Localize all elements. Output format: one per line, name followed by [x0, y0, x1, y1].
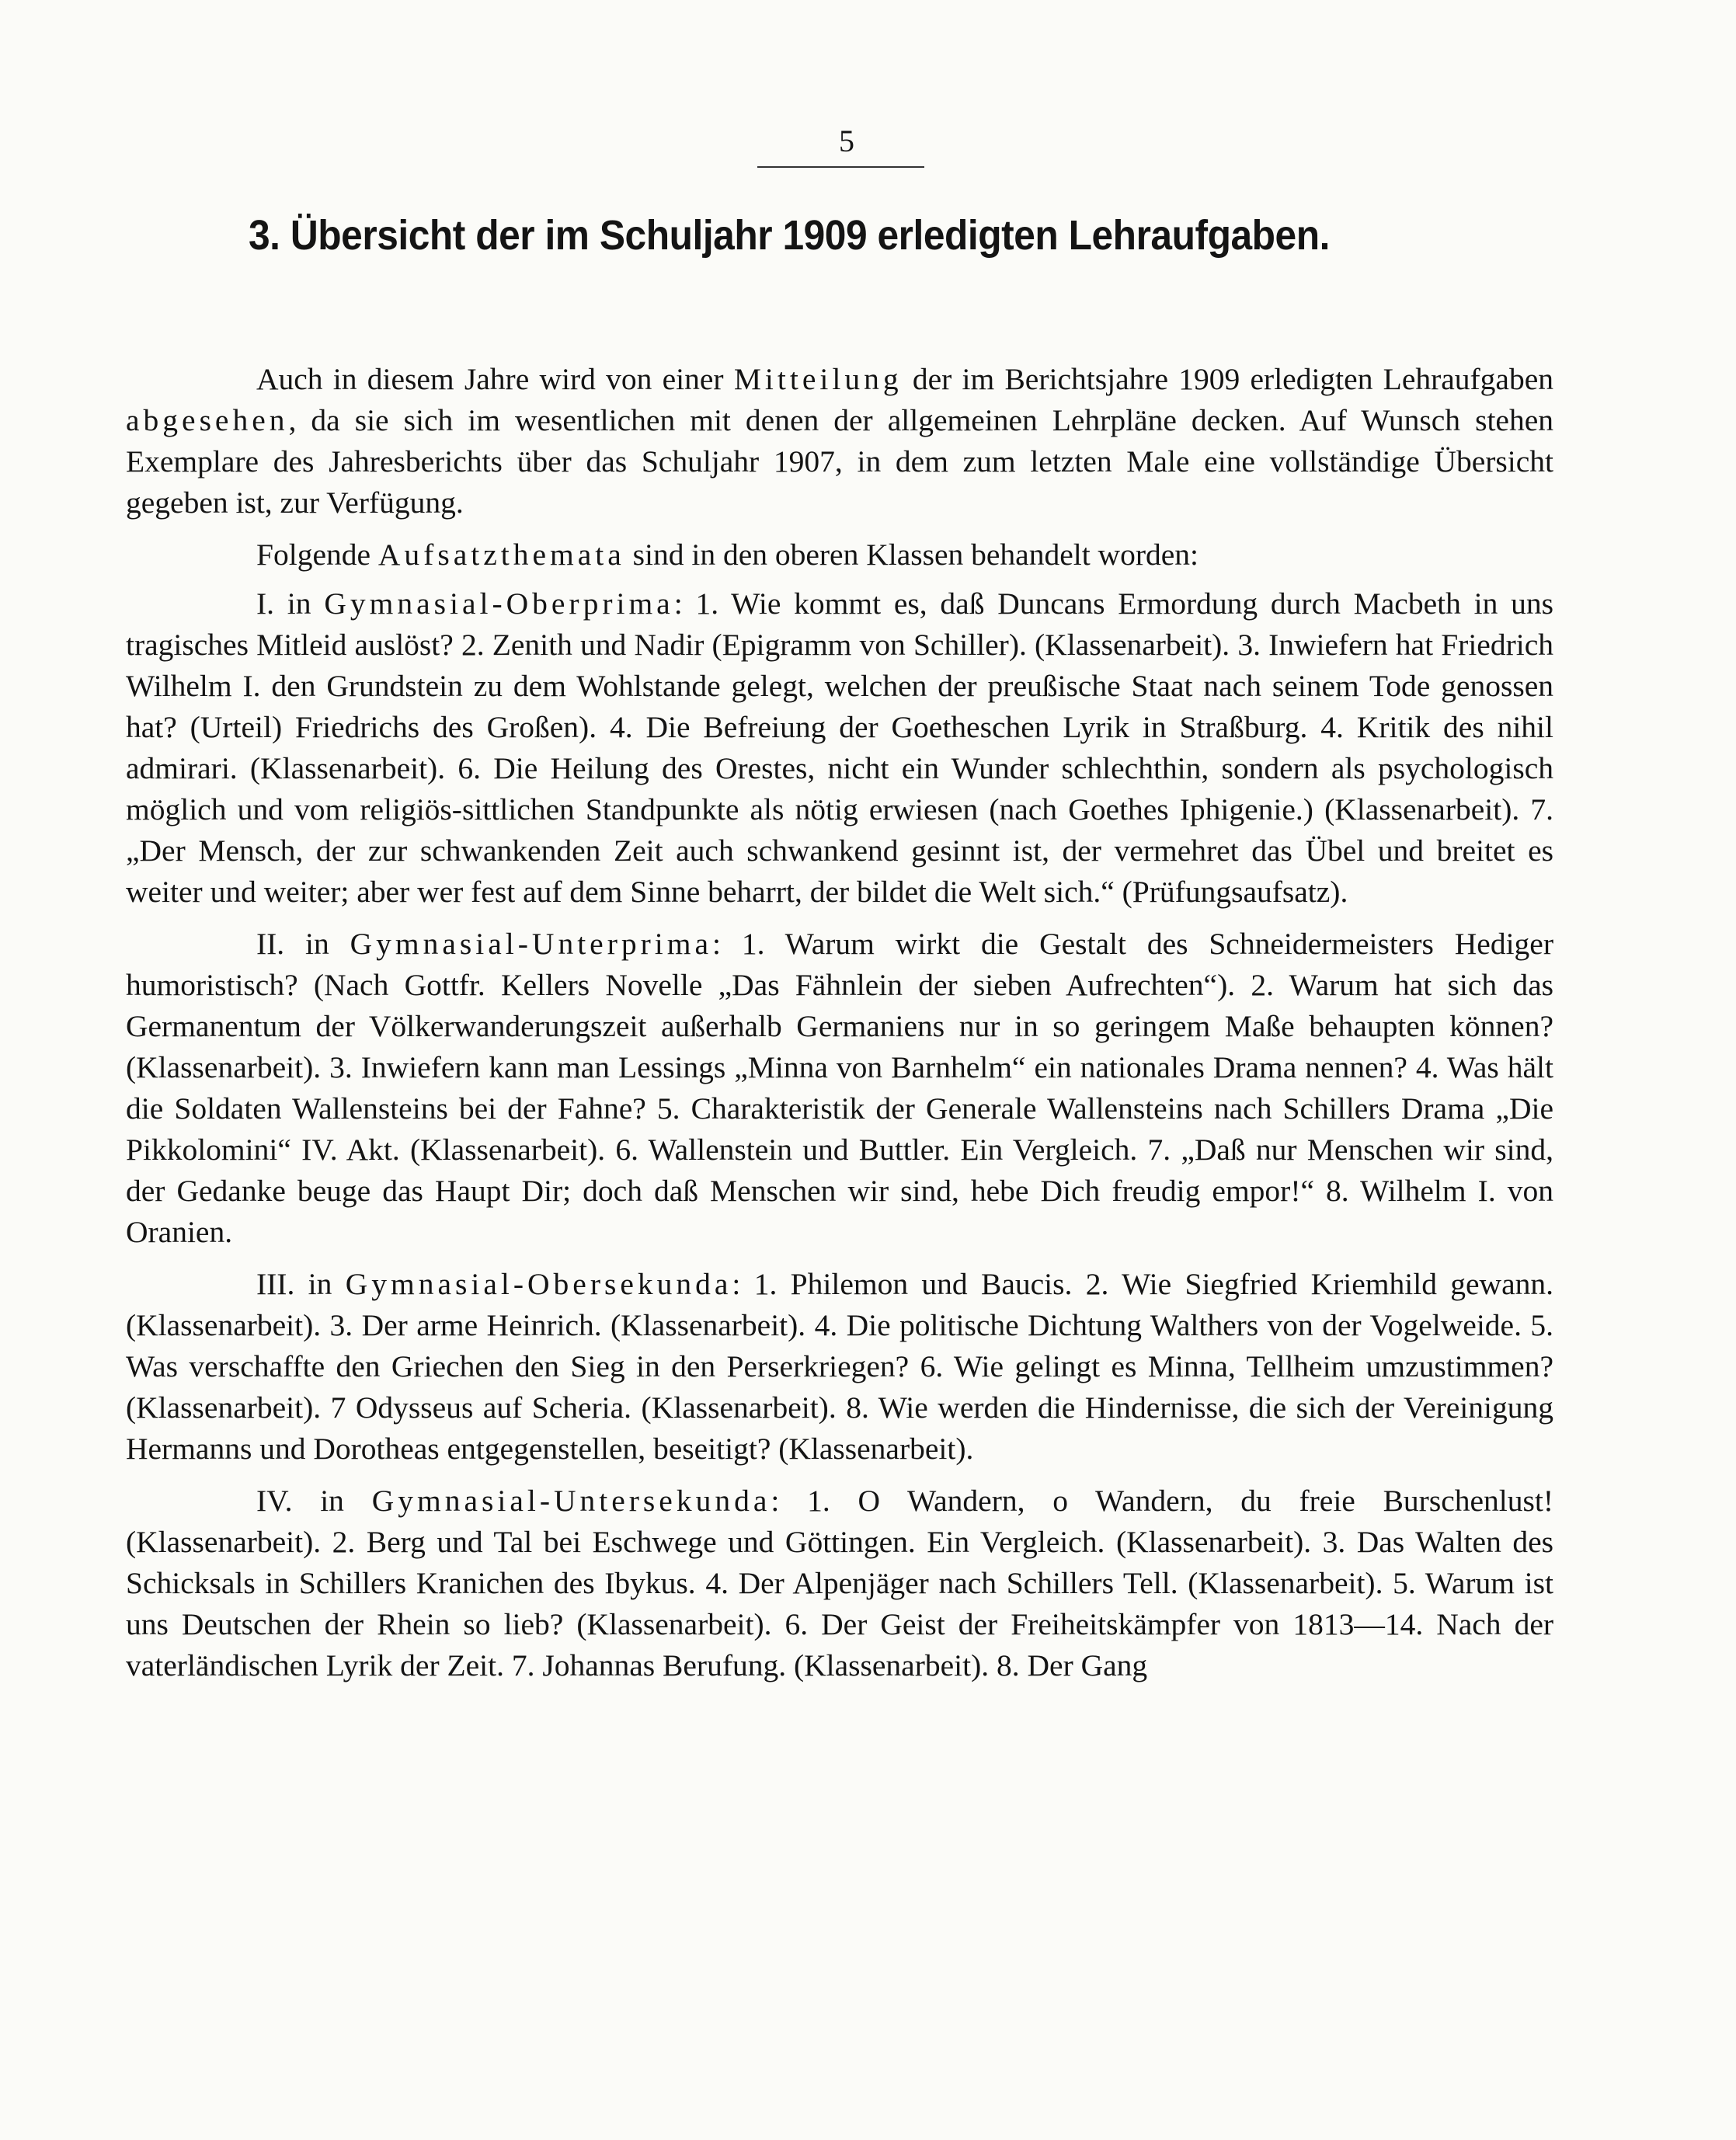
section-untersekunda [126, 1481, 1553, 1686]
intro-text: Folgende [256, 538, 378, 572]
section-text: : 1. Wie kommt es, daß Duncans Ermordung durch Macbeth in uns tragisches Mitleid auslöst? 2. Zenith und Nadir (Epigramm von Schiller). (Klassenarbeit). 3. Inwiefern hat Friedrich Wilhelm I. den Grundstein zu dem Wohlstande gelegt, welchen der preußische Staat nach seinem Tode genossen hat? (Urteil) Friedrichs des Großen). 4. Die Befreiung der Goetheschen Lyrik in Straßburg. 4. Kritik des nihil admirari. (Klassenarbeit). 6. Die Heilung des Orestes, nicht ein Wunder schlechthin, sondern als psychologisch möglich und vom religiös-sittlichen Standpunkte als nötig erwiesen (nach Goethes Iphigenie.) (Klassenarbeit). 7. „Der Mensch, der zur schwankenden Zeit auch schwankend gesinnt ist, der vermehret das Übel und breitet es weiter und weiter; aber wer fest auf dem Sinne beharrt, der bildet die Welt sich.“ (Prüfungsaufsatz). [126, 586, 1553, 909]
themes-intro-paragraph [126, 534, 1553, 576]
section-label: II. in [256, 927, 350, 961]
class-name: Gymnasial-Obersekunda [345, 1267, 732, 1301]
intro-text: der im Berichtsjahre 1909 erledigten Lehraufgaben [902, 362, 1553, 396]
section-heading: 3. Übersicht der im Schuljahr 1909 erledigten Lehraufgaben. [249, 212, 1330, 259]
intro-text: Auch in diesem Jahre wird von einer [256, 362, 734, 396]
section-text: : 1. Warum wirkt die Gestalt des Schneidermeisters Hediger humoristisch? (Nach Gottfr. Kellers Novelle „Das Fähnlein der sieben Aufrechten“). 2. Warum hat sich das Germanentum der Völkerwanderungszeit außerhalb Germaniens nur in so geringem Maße behaupten können? (Klassenarbeit). 3. Inwiefern kann man Lessings „Minna von Barnhelm“ ein nationales Drama nennen? 4. Was hält die Soldaten Wallensteins bei der Fahne? 5. Charakteristik der Generale Wallensteins nach Schillers Drama „Die Pikkolomini“ IV. Akt. (Klassenarbeit). 6. Wallenstein und Buttler. Ein Vergleich. 7. „Daß nur Menschen wir sind, der Gedanke beuge das Haupt Dir; doch daß Menschen wir sind, hebe Dich freudig empor!“ 8. Wilhelm I. von Oranien. [126, 927, 1553, 1249]
emphasis-abgesehen: abgesehen [126, 403, 289, 437]
class-name: Gymnasial-Unterprima [350, 927, 712, 961]
section-oberprima [126, 583, 1553, 913]
class-name: Gymnasial-Oberprima [324, 586, 674, 621]
class-name: Gymnasial-Untersekunda [371, 1484, 771, 1518]
section-label: I. in [256, 586, 325, 621]
document-body [126, 359, 1553, 1697]
section-text: : 1. Philemon und Baucis. 2. Wie Siegfried Kriemhild gewann. (Klassenarbeit). 3. Der arme Heinrich. (Klassenarbeit). 4. Die politische Dichtung Walthers von der Vogelweide. 5. Was verschaffte den Griechen den Sieg in den Perserkriegen? 6. Wie gelingt es Minna, Tellheim umzustimmen? (Klassenarbeit). 7 Odysseus auf Scheria. (Klassenarbeit). 8. Wie werden die Hindernisse, die sich der Vereinigung Hermanns und Dorotheas entgegenstellen, beseitigt? (Klassenarbeit). [126, 1267, 1553, 1466]
section-unterprima [126, 924, 1553, 1253]
section-obersekunda [126, 1264, 1553, 1470]
section-text: : 1. O Wandern, o Wandern, du freie Burschenlust! (Klassenarbeit). 2. Berg und Tal bei Eschwege und Göttingen. Ein Vergleich. (Klassenarbeit). 3. Das Walten des Schicksals in Schillers Kranichen des Ibykus. 4. Der Alpenjäger nach Schillers Tell. (Klassenarbeit). 5. Warum ist uns Deutschen der Rhein so lieb? (Klassenarbeit). 6. Der Geist der Freiheitskämpfer von 1813—14. Nach der vaterländischen Lyrik der Zeit. 7. Johannas Berufung. (Klassenarbeit). 8. Der Gang [126, 1484, 1553, 1682]
page-number-rule [757, 166, 924, 168]
intro-paragraph [126, 359, 1553, 524]
emphasis-aufsatzthemata: Aufsatzthemata [377, 538, 625, 572]
page-number: 5 [839, 124, 854, 158]
section-label: IV. in [256, 1484, 372, 1518]
section-label: III. in [256, 1267, 346, 1301]
intro-text: , da sie sich im wesentlichen mit denen der allgemeinen Lehrpläne decken. Auf Wunsch stehen Exemplare des Jahresberichts über das Schuljahr 1907, in dem zum letzten Male eine vollständige Übersicht gegeben ist, zur Verfügung. [126, 403, 1553, 520]
emphasis-mitteilung: Mitteilung [733, 362, 903, 396]
intro-text: sind in den oberen Klassen behandelt worden: [624, 538, 1199, 572]
